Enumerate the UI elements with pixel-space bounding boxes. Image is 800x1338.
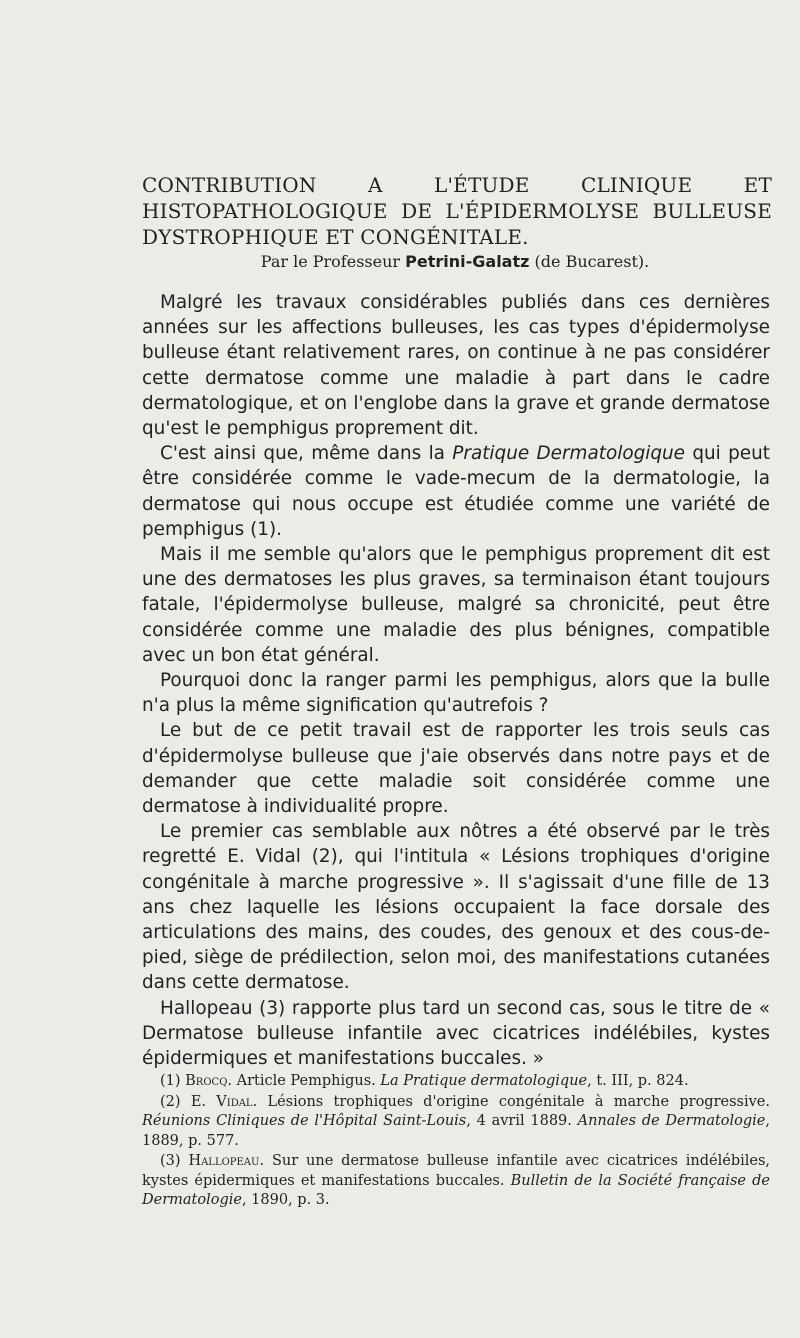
paragraph-2-post: qui peut être considérée comme le vade-mecum de la dermatologie, la dermatose qui nous occupe est étudiée comme une variété de pemphigus (1). [142,443,770,540]
author-affiliation: (de Bucarest). [534,252,650,271]
article-title: CONTRIBUTION A L'ÉTUDE CLINIQUE ET HISTOPATHOLOGIQUE DE L'ÉPIDERMOLYSE BULLEUSE DYSTROPHIQUE ET CONGÉNITALE. [142,173,772,249]
footnote-author: E. Vidal [190,1093,253,1110]
paragraph-2 [142,441,770,542]
footnote-ref: , 4 avril 1889. [466,1113,578,1129]
footnote-number: (2) [160,1093,181,1110]
footnote-ref-2: , 1889, p. 577. [142,1113,770,1149]
author-name: Petrini-Galatz [405,252,530,271]
paragraph-2-title: Pratique Dermatologique [452,443,685,465]
footnote-source: Bulletin de la Société française de Dermatologie [142,1172,771,1208]
paragraph-6: Le premier cas semblable aux nôtres a été observé par le très regretté E. Vidal (2), qui l'intitula « Lésions trophiques d'origine congénitale à marche progressive ». Il s'agissait d'une fille de 13 ans chez laquelle les lésions occupaient la face dorsale des articulations des mains, des coudes, des genoux et des cous-de-pied, siège de prédilection, selon moi, des manifestations cutanées dans cette dermatose. [142,821,770,994]
footnote-3 [142,1152,770,1211]
footnote-source-2: Annales de Dermatologie [577,1113,766,1129]
paragraph-4: Pourquoi donc la ranger parmi les pemphigus, alors que la bulle n'a plus la même signification qu'autrefois ? [142,670,770,717]
paragraph-5: Le but de ce petit travail est de rapporter les trois seuls cas d'épidermolyse bulleuse que j'aie observés dans notre pays et de demander que cette maladie soit considérée comme une dermatose à individualité propre. [142,720,770,818]
footnotes [142,1072,770,1212]
paragraph-7: Hallopeau (3) rapporte plus tard un second cas, sous le titre de « Dermatose bulleuse infantile avec cicatrices indélébiles, kystes épidermiques et manifestations buccales. » [142,997,770,1070]
paragraph-3: Mais il me semble qu'alors que le pemphigus proprement dit est une des dermatoses les plus graves, sa terminaison étant toujours fatale, l'épidermolyse bulleuse, malgré sa chronicité, peut être considérée comme une maladie des plus bénignes, compatible avec un bon état général. [142,544,770,666]
footnote-2 [142,1093,770,1152]
footnote-author: Brocq [185,1073,228,1089]
footnote-source: La Pratique dermatologique [380,1073,588,1089]
footnote-text: . Lésions trophiques d'origine congénitale à marche progressive. [252,1093,770,1110]
article-body [142,290,770,1071]
footnote-ref: , t. III, p. 824. [587,1073,689,1089]
footnote-1 [142,1072,770,1092]
paragraph-1: Malgré les travaux considérables publiés dans ces dernières années sur les affections bulleuses, les cas types d'épidermolyse bulleuse étant relativement rares, on continue à ne pas considérer cette dermatose comme une maladie à part dans le cadre dermatologique, et on l'englobe dans la grave et grande dermatose qu'est le pemphigus proprement dit. [142,292,770,440]
byline-prefix: Par le Professeur [260,252,401,271]
paragraph-2-pre: C'est ainsi que, même dans la [160,443,453,465]
byline [140,251,770,273]
footnote-ref: , 1890, p. 3. [241,1192,330,1208]
footnote-source: Réunions Cliniques de l'Hôpital Saint-Louis [142,1113,467,1129]
footnote-number: (3) [160,1153,181,1169]
footnote-text: . Sur une dermatose bulleuse infantile avec cicatrices indélébiles, kystes épidermiques et manifestations buccales. [142,1153,771,1189]
footnote-number: (1) [160,1073,181,1089]
footnote-text: . Article Pemphigus. [227,1073,381,1089]
footnote-author: Hallopeau [188,1153,260,1169]
